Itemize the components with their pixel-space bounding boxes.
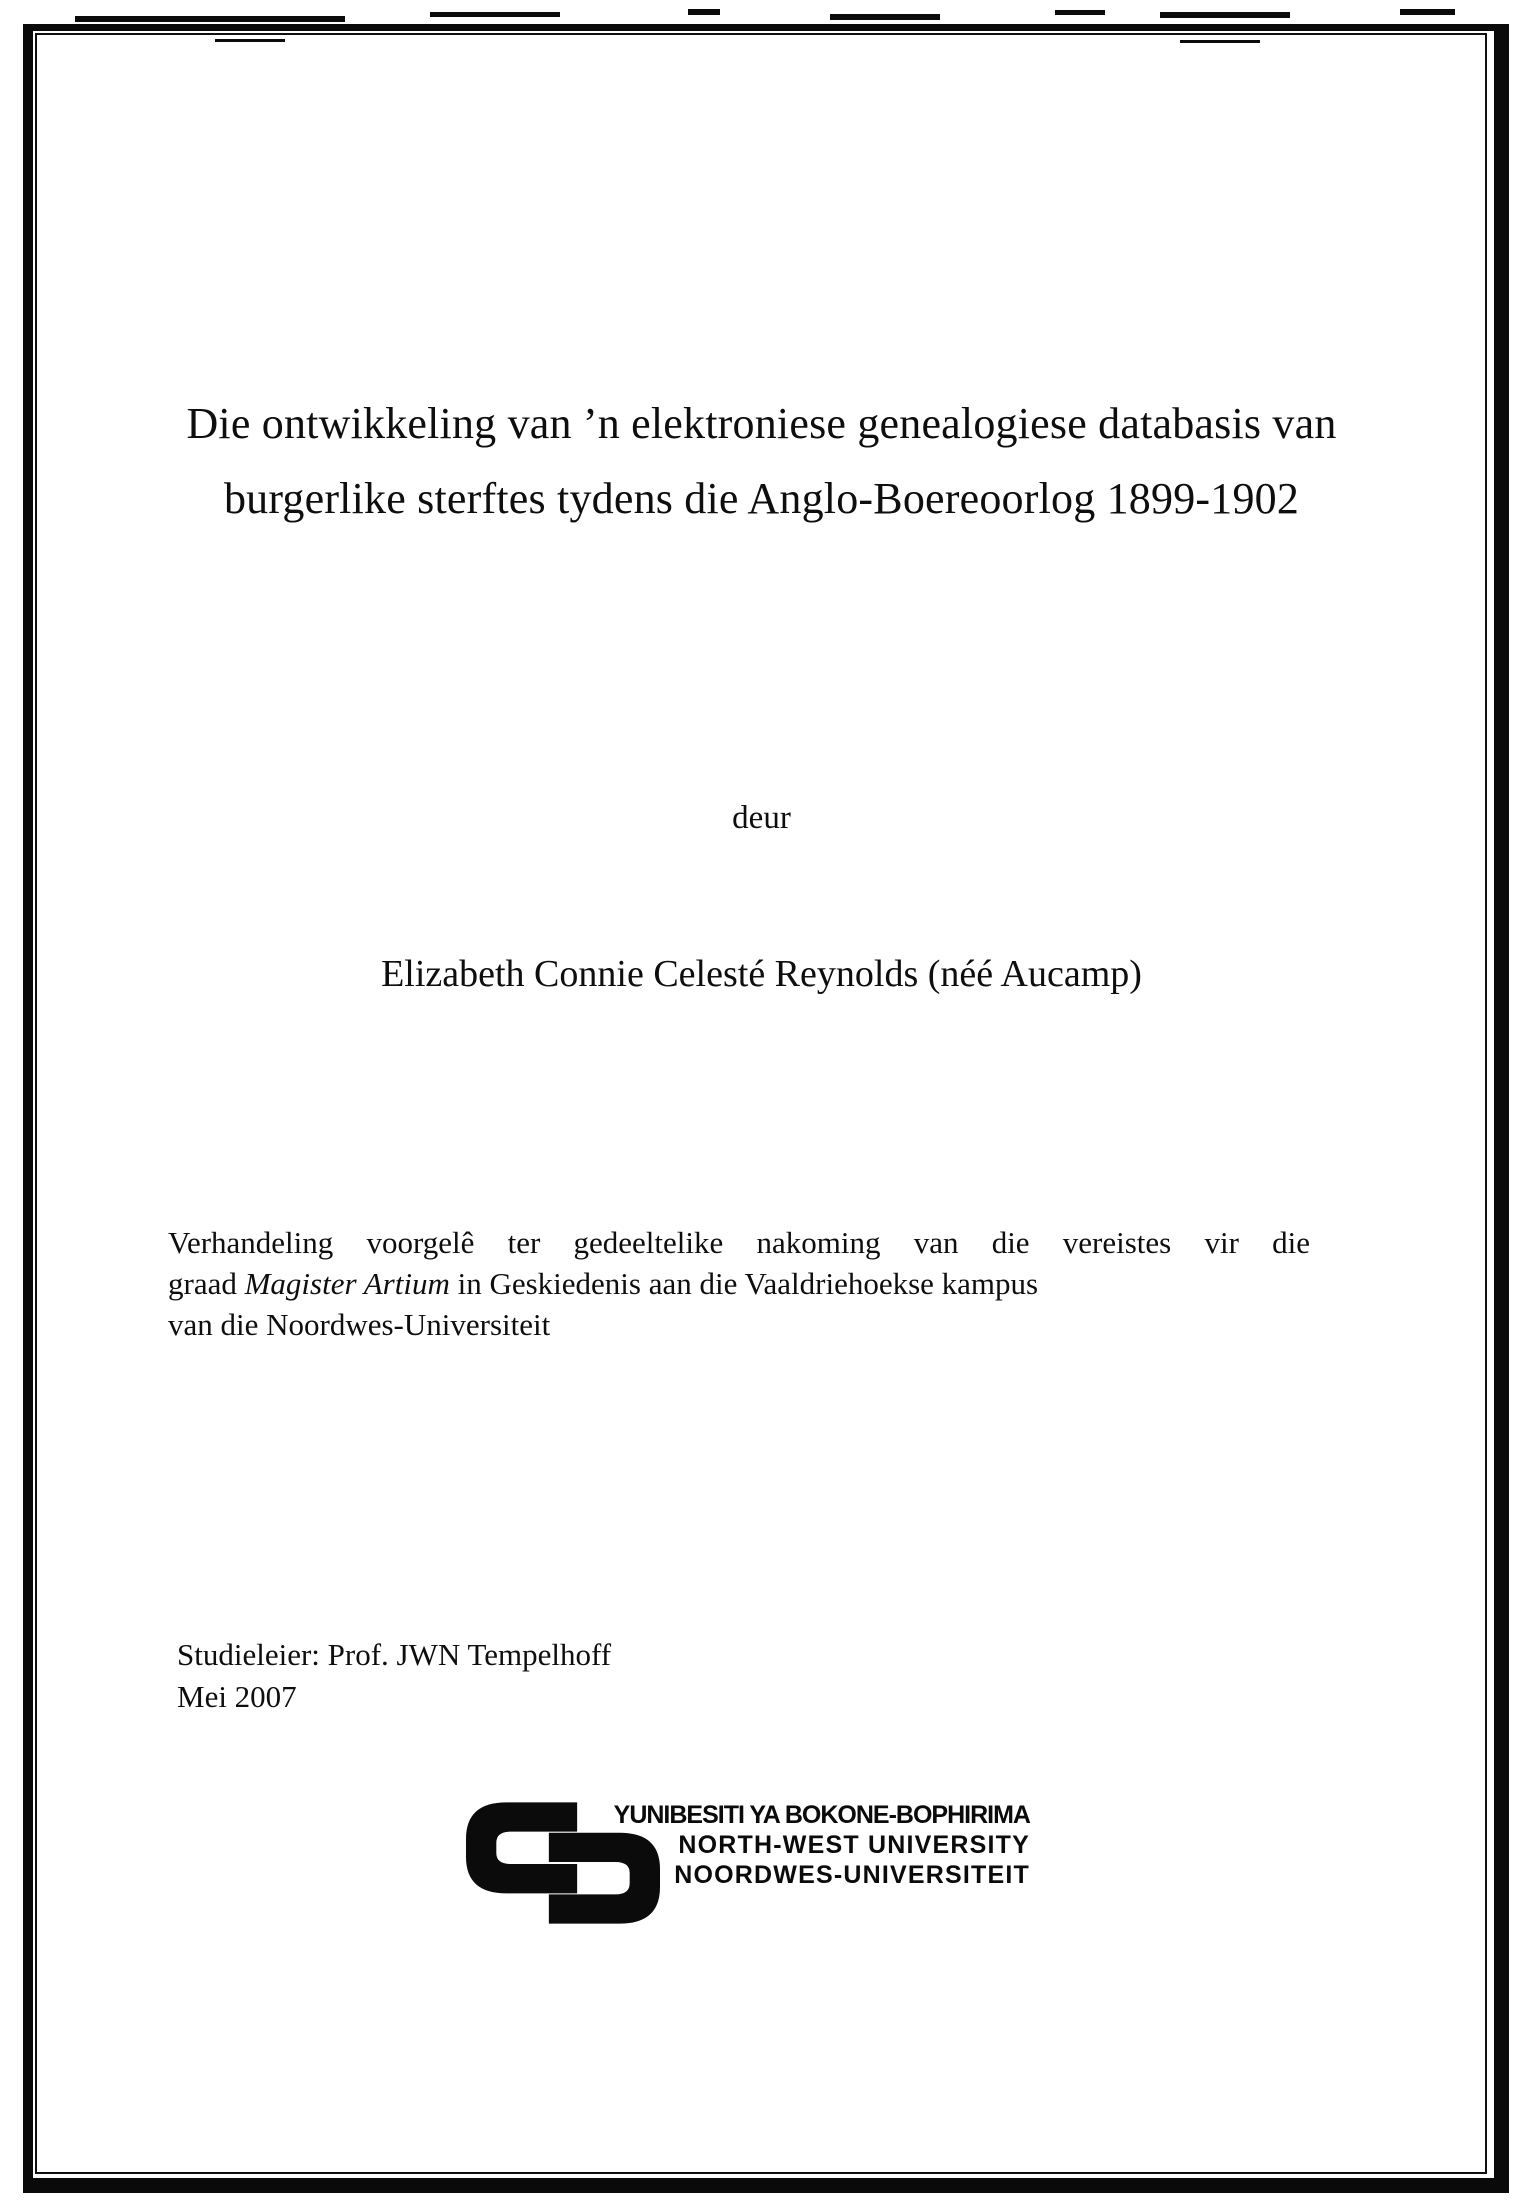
thesis-title-line2: burgerlike sterftes tydens die Anglo-Boereoorlog 1899-1902 [223,474,1300,523]
thesis-title [36,386,1487,536]
description-line2-prefix: graad [168,1266,245,1301]
scan-artifact [75,16,345,22]
date-line: Mei 2007 [177,1679,297,1714]
scan-artifact [215,39,285,42]
submission-description [168,1222,1310,1345]
scan-artifact [1160,12,1290,18]
supervisor-line: Studieleier: Prof. JWN Tempelhoff [177,1637,612,1672]
thesis-title-line1: Die ontwikkeling van ’n elektroniese genealogiese databasis van [186,399,1337,448]
university-name-afrikaans: NOORDWES-UNIVERSITEIT [674,1861,1030,1889]
supervisor-block [177,1634,611,1718]
author-name: Elizabeth Connie Celesté Reynolds (néé Aucamp) [381,953,1142,995]
university-wordmark [470,1800,1030,1890]
university-name-setswana: YUNIBESITI YA BOKONE-BOPHIRIMA [613,1801,1030,1829]
scan-artifact [830,14,940,20]
scan-artifact [1055,10,1105,15]
scan-artifact [1180,40,1260,43]
description-line1: Verhandeling voorgelê ter gedeeltelike nakoming van die vereistes vir die [168,1225,1310,1260]
byline-label: deur [732,800,791,836]
description-line3: van die Noordwes-Universiteit [168,1307,551,1342]
description-line2 [168,1263,1310,1304]
scan-artifact [430,12,560,17]
scan-artifact [1400,9,1455,15]
degree-name: Magister Artium [244,1266,450,1301]
description-line2-suffix: in Geskiedenis aan die Vaaldriehoekse kampus [449,1266,1039,1301]
scan-artifact [688,9,720,15]
university-name-english: NORTH-WEST UNIVERSITY [678,1831,1030,1859]
